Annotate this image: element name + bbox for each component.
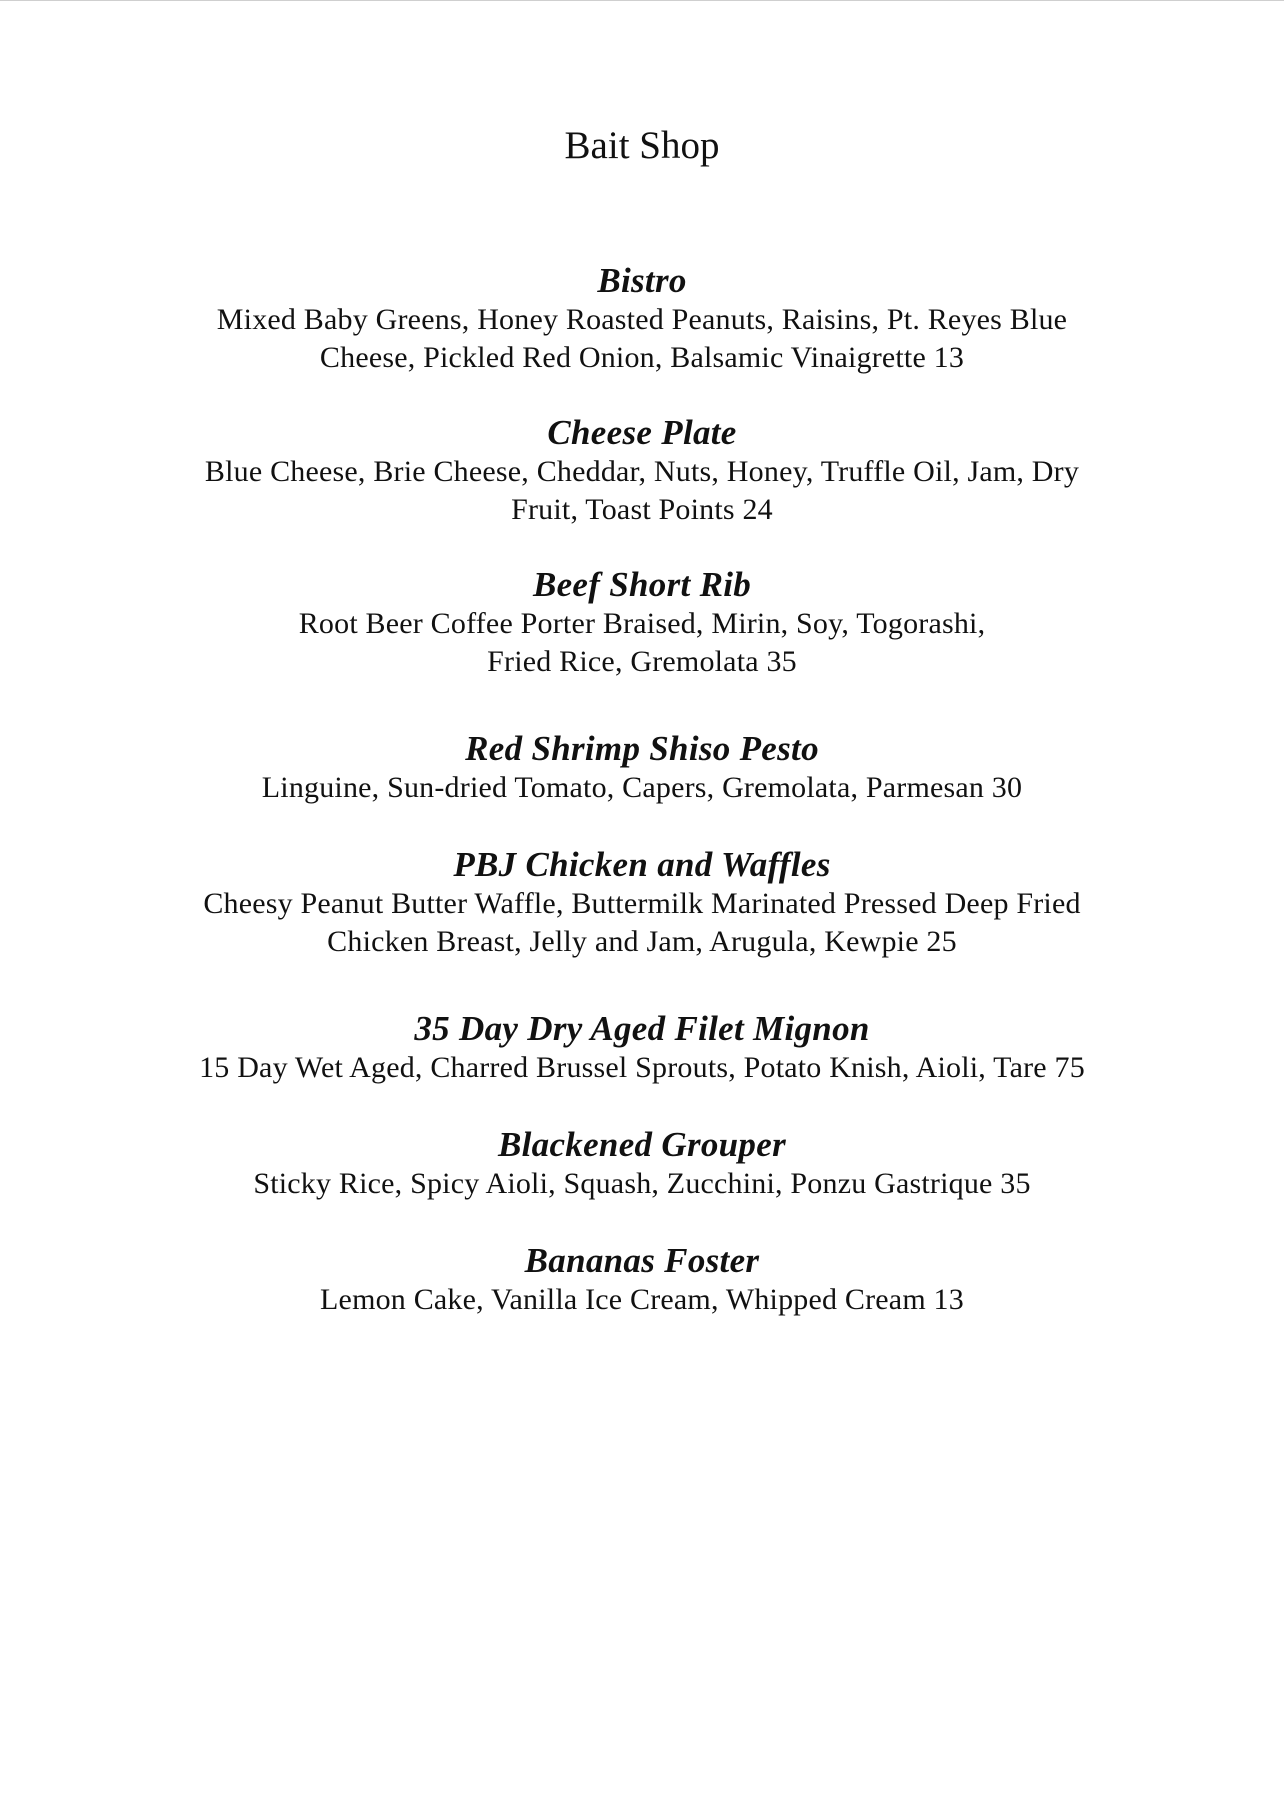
item-spacer (92, 681, 1192, 729)
top-border-line (0, 0, 1284, 1)
menu-item-bananas-foster (92, 1241, 1192, 1319)
item-name: Blackened Grouper (497, 1125, 786, 1164)
item-description-line: Lemon Cake, Vanilla Ice Cream, Whipped Cream 13 (320, 1283, 964, 1316)
menu-item-cheese-plate (92, 413, 1192, 529)
item-description-line: Fried Rice, Gremolata 35 (487, 645, 797, 678)
menu-item-beef-short-rib (92, 565, 1192, 681)
item-description-line: Blue Cheese, Brie Cheese, Cheddar, Nuts, Honey, Truffle Oil, Jam, Dry (204, 455, 1080, 488)
item-spacer (92, 529, 1192, 565)
item-description-line: Cheese, Pickled Red Onion, Balsamic Vinaigrette 13 (319, 341, 965, 374)
item-spacer (92, 961, 1192, 1009)
item-name: Red Shrimp Shiso Pesto (465, 729, 819, 768)
menu-list (92, 261, 1192, 1319)
item-name: Cheese Plate (547, 413, 737, 452)
item-name: Bistro (597, 261, 687, 300)
item-spacer (92, 1203, 1192, 1241)
menu-item-pbj-chicken-and-waffles (92, 845, 1192, 961)
restaurant-name: Bait Shop (564, 124, 720, 167)
item-name: Beef Short Rib (532, 565, 752, 604)
item-description-line: Linguine, Sun-dried Tomato, Capers, Gremolata, Parmesan 30 (261, 771, 1023, 804)
item-description-line: Sticky Rice, Spicy Aioli, Squash, Zucchini, Ponzu Gastrique 35 (253, 1167, 1031, 1200)
item-description-line: Root Beer Coffee Porter Braised, Mirin, Soy, Togorashi, (298, 607, 986, 640)
item-name: Bananas Foster (524, 1241, 760, 1280)
menu-item-blackened-grouper (92, 1125, 1192, 1203)
item-description-line: 15 Day Wet Aged, Charred Brussel Sprouts, Potato Knish, Aioli, Tare 75 (199, 1051, 1085, 1084)
item-description-line: Fruit, Toast Points 24 (511, 493, 773, 526)
item-name: PBJ Chicken and Waffles (453, 845, 831, 884)
menu-item-bistro (92, 261, 1192, 377)
item-spacer (92, 807, 1192, 845)
item-description-line: Chicken Breast, Jelly and Jam, Arugula, Kewpie 25 (327, 925, 957, 958)
menu-item-red-shrimp-shiso-pesto (92, 729, 1192, 807)
item-spacer (92, 377, 1192, 413)
item-name: 35 Day Dry Aged Filet Mignon (414, 1009, 870, 1048)
menu-item-filet-mignon (92, 1009, 1192, 1087)
item-spacer (92, 1087, 1192, 1125)
item-description-line: Cheesy Peanut Butter Waffle, Buttermilk Marinated Pressed Deep Fried (203, 887, 1081, 920)
item-description-line: Mixed Baby Greens, Honey Roasted Peanuts, Raisins, Pt. Reyes Blue (216, 303, 1068, 336)
